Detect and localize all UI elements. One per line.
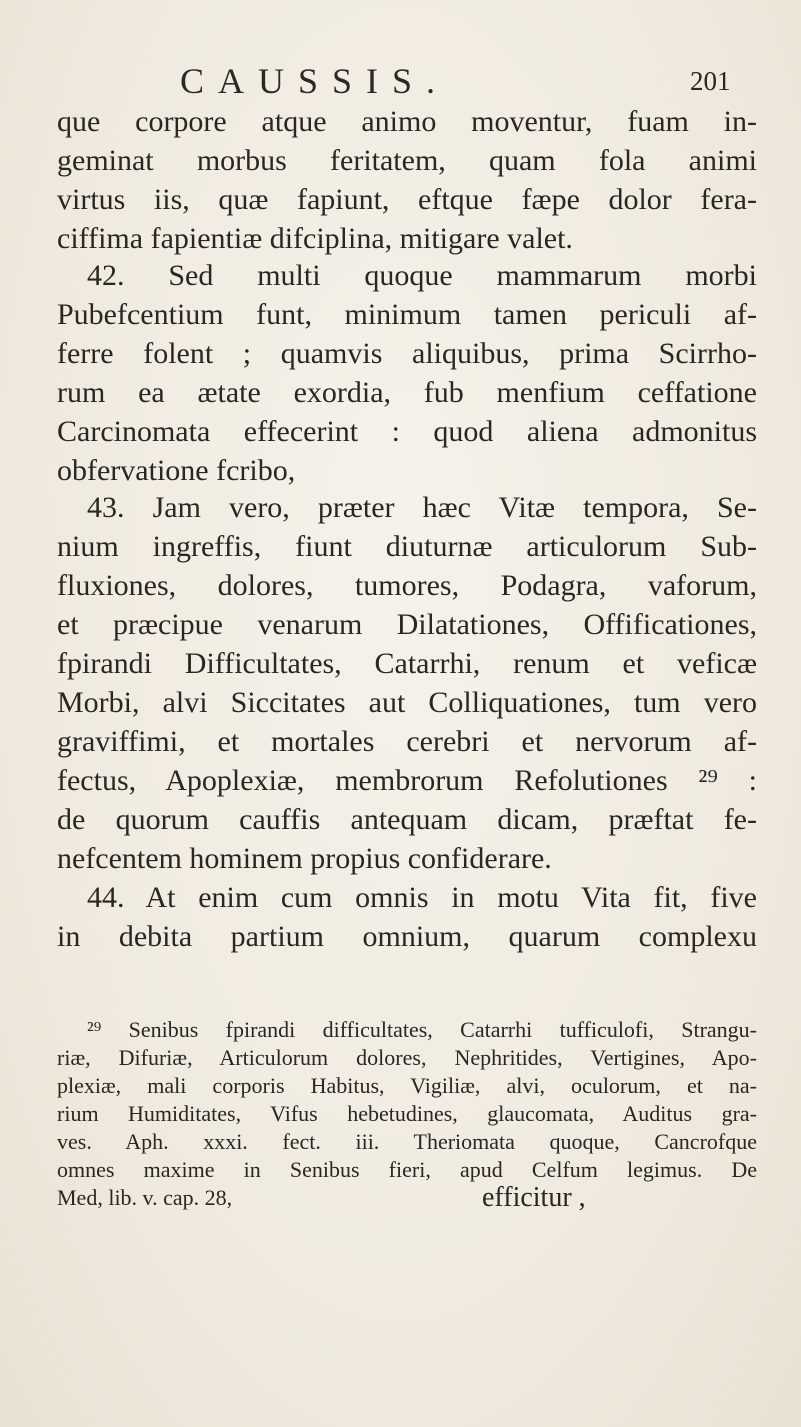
paragraph-42 — [57, 256, 757, 490]
footnote-29 — [57, 1016, 757, 1212]
footnote-line: omnes maxime in Senibus fieri, apud Celfum legimus. De — [57, 1157, 757, 1182]
page-number: 201 — [690, 66, 731, 96]
paragraph-41-continuation — [57, 102, 757, 258]
text-line: geminat morbus feritatem, quam fola animi — [57, 144, 757, 177]
text-line: obfervatione fcribo, — [57, 454, 296, 487]
footnote-line: ves. Aph. xxxi. fect. iii. Theriomata quoque, Cancrofque — [57, 1129, 757, 1154]
text-line: Carcinomata effecerint : quod aliena admonitus — [57, 415, 757, 448]
text-line: fectus, Apoplexiæ, membrorum Refolutiones ²⁹ : — [57, 764, 757, 797]
text-line: ciffima fapientiæ difciplina, mitigare valet. — [57, 222, 573, 255]
text-line: graviffimi, et mortales cerebri et nervorum af- — [57, 725, 757, 758]
text-line: que corpore atque animo moventur, fuam in- — [57, 105, 757, 138]
text-line: virtus iis, quæ fapiunt, eftque fæpe dolor fera- — [57, 183, 757, 216]
text-line: 42. Sed multi quoque mammarum morbi — [87, 259, 757, 292]
text-line: 44. At enim cum omnis in motu Vita fit, five — [87, 881, 757, 914]
text-line: nium ingreffis, fiunt diuturnæ articulorum Sub- — [57, 530, 757, 563]
paragraph-43 — [57, 488, 757, 878]
text-line: Morbi, alvi Siccitates aut Colliquationes, tum vero — [57, 686, 757, 719]
text-line: rum ea ætate exordia, fub menfium ceffatione — [57, 376, 757, 409]
text-line: nefcentem hominem propius confiderare. — [57, 842, 552, 875]
running-head: CAUSSIS. — [180, 61, 450, 101]
footnote-line: Med, lib. v. cap. 28, — [57, 1185, 233, 1210]
footnote-line: ²⁹ Senibus fpirandi difficultates, Catarrhi tufficulofi, Strangu- — [87, 1017, 757, 1042]
text-line: ferre folent ; quamvis aliquibus, prima Scirrho- — [57, 337, 757, 370]
text-line: Pubefcentium funt, minimum tamen periculi af- — [57, 298, 757, 331]
text-line: fpirandi Difficultates, Catarrhi, renum et veficæ — [57, 647, 757, 680]
catchword: efficitur , — [482, 1182, 586, 1213]
text-line: de quorum cauffis antequam dicam, præftat fe- — [57, 803, 757, 836]
paragraph-44 — [57, 878, 757, 956]
text-line: in debita partium omnium, quarum complexu — [57, 920, 757, 953]
text-line: et præcipue venarum Dilatationes, Offificationes, — [57, 608, 757, 641]
footnote-line: plexiæ, mali corporis Habitus, Vigiliæ, alvi, oculorum, et na- — [57, 1073, 757, 1098]
text-line: fluxiones, dolores, tumores, Podagra, vaforum, — [57, 569, 757, 602]
footnote-line: rium Humiditates, Vifus hebetudines, glaucomata, Auditus gra- — [57, 1101, 757, 1126]
page-header — [0, 60, 801, 100]
footnote-line: riæ, Difuriæ, Articulorum dolores, Nephritides, Vertigines, Apo- — [57, 1045, 757, 1070]
text-line: 43. Jam vero, præter hæc Vitæ tempora, Se- — [87, 491, 757, 524]
